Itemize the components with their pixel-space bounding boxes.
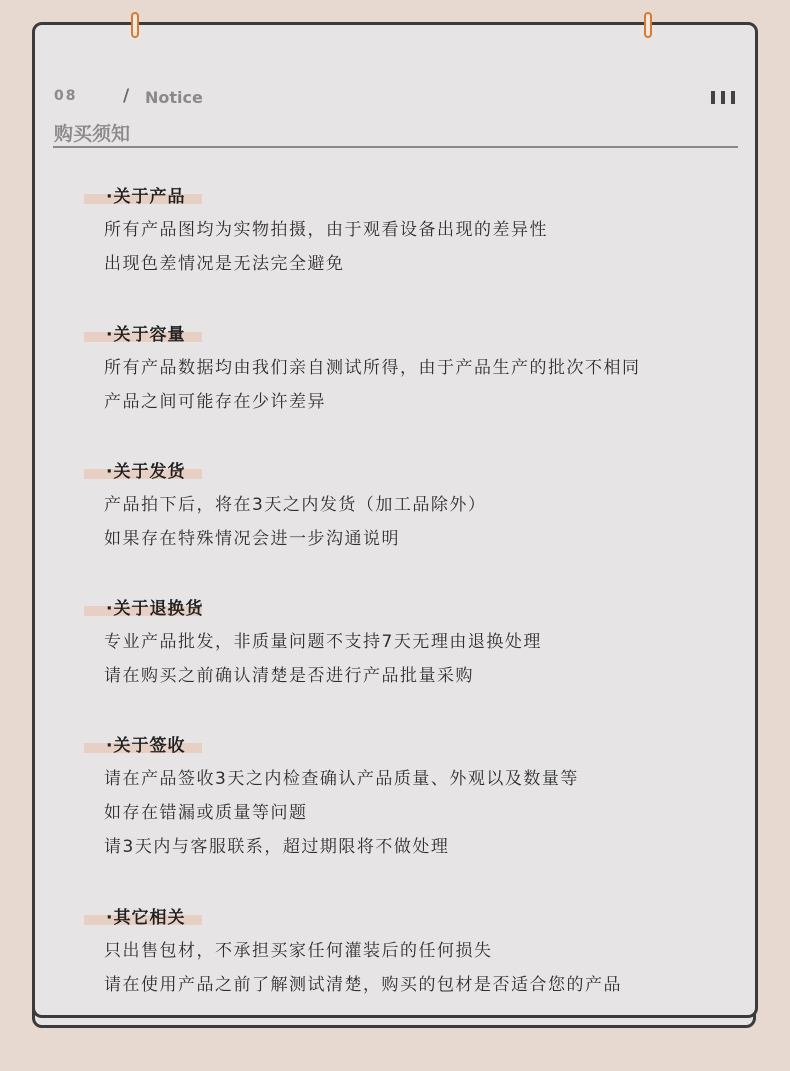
section-title: ·关于发货	[106, 462, 186, 482]
section-line: 请在产品签收3天之内检查确认产品质量、外观以及数量等	[104, 769, 579, 789]
section-line: 专业产品批发，非质量问题不支持7天无理由退换处理	[104, 632, 542, 652]
section-title: ·关于退换货	[106, 599, 204, 619]
page-number: 08	[54, 88, 78, 104]
section-title: ·关于容量	[106, 325, 186, 345]
section-line: 产品拍下后，将在3天之内发货（加工品除外）	[104, 495, 487, 515]
section-line: 所有产品数据均由我们亲自测试所得，由于产品生产的批次不相同	[104, 358, 641, 378]
section-line: 只出售包材，不承担买家任何灌装后的任何损失	[104, 941, 493, 961]
section-line: 如果存在特殊情况会进一步沟通说明	[104, 529, 400, 549]
header-slash: /	[123, 86, 130, 106]
section-line: 如存在错漏或质量等问题	[104, 803, 308, 823]
binder-ring-left	[131, 12, 139, 38]
section-line: 请3天内与客服联系，超过期限将不做处理	[104, 837, 450, 857]
section-title: ·关于签收	[106, 736, 186, 756]
section-title: ·其它相关	[106, 908, 186, 928]
header-notice: Notice	[145, 88, 203, 107]
section-line: 产品之间可能存在少许差异	[104, 392, 326, 412]
notice-card	[32, 22, 758, 1018]
section-line: 请在购买之前确认清楚是否进行产品批量采购	[104, 666, 474, 686]
section-title: ·关于产品	[106, 187, 186, 207]
section-line: 出现色差情况是无法完全避免	[104, 254, 345, 274]
title-divider	[53, 146, 738, 148]
bars-icon	[711, 91, 735, 104]
section-line: 请在使用产品之前了解测试清楚，购买的包材是否适合您的产品	[104, 975, 622, 995]
section-line: 所有产品图均为实物拍摄，由于观看设备出现的差异性	[104, 220, 548, 240]
page-title: 购买须知	[54, 123, 131, 145]
binder-ring-right	[644, 12, 652, 38]
